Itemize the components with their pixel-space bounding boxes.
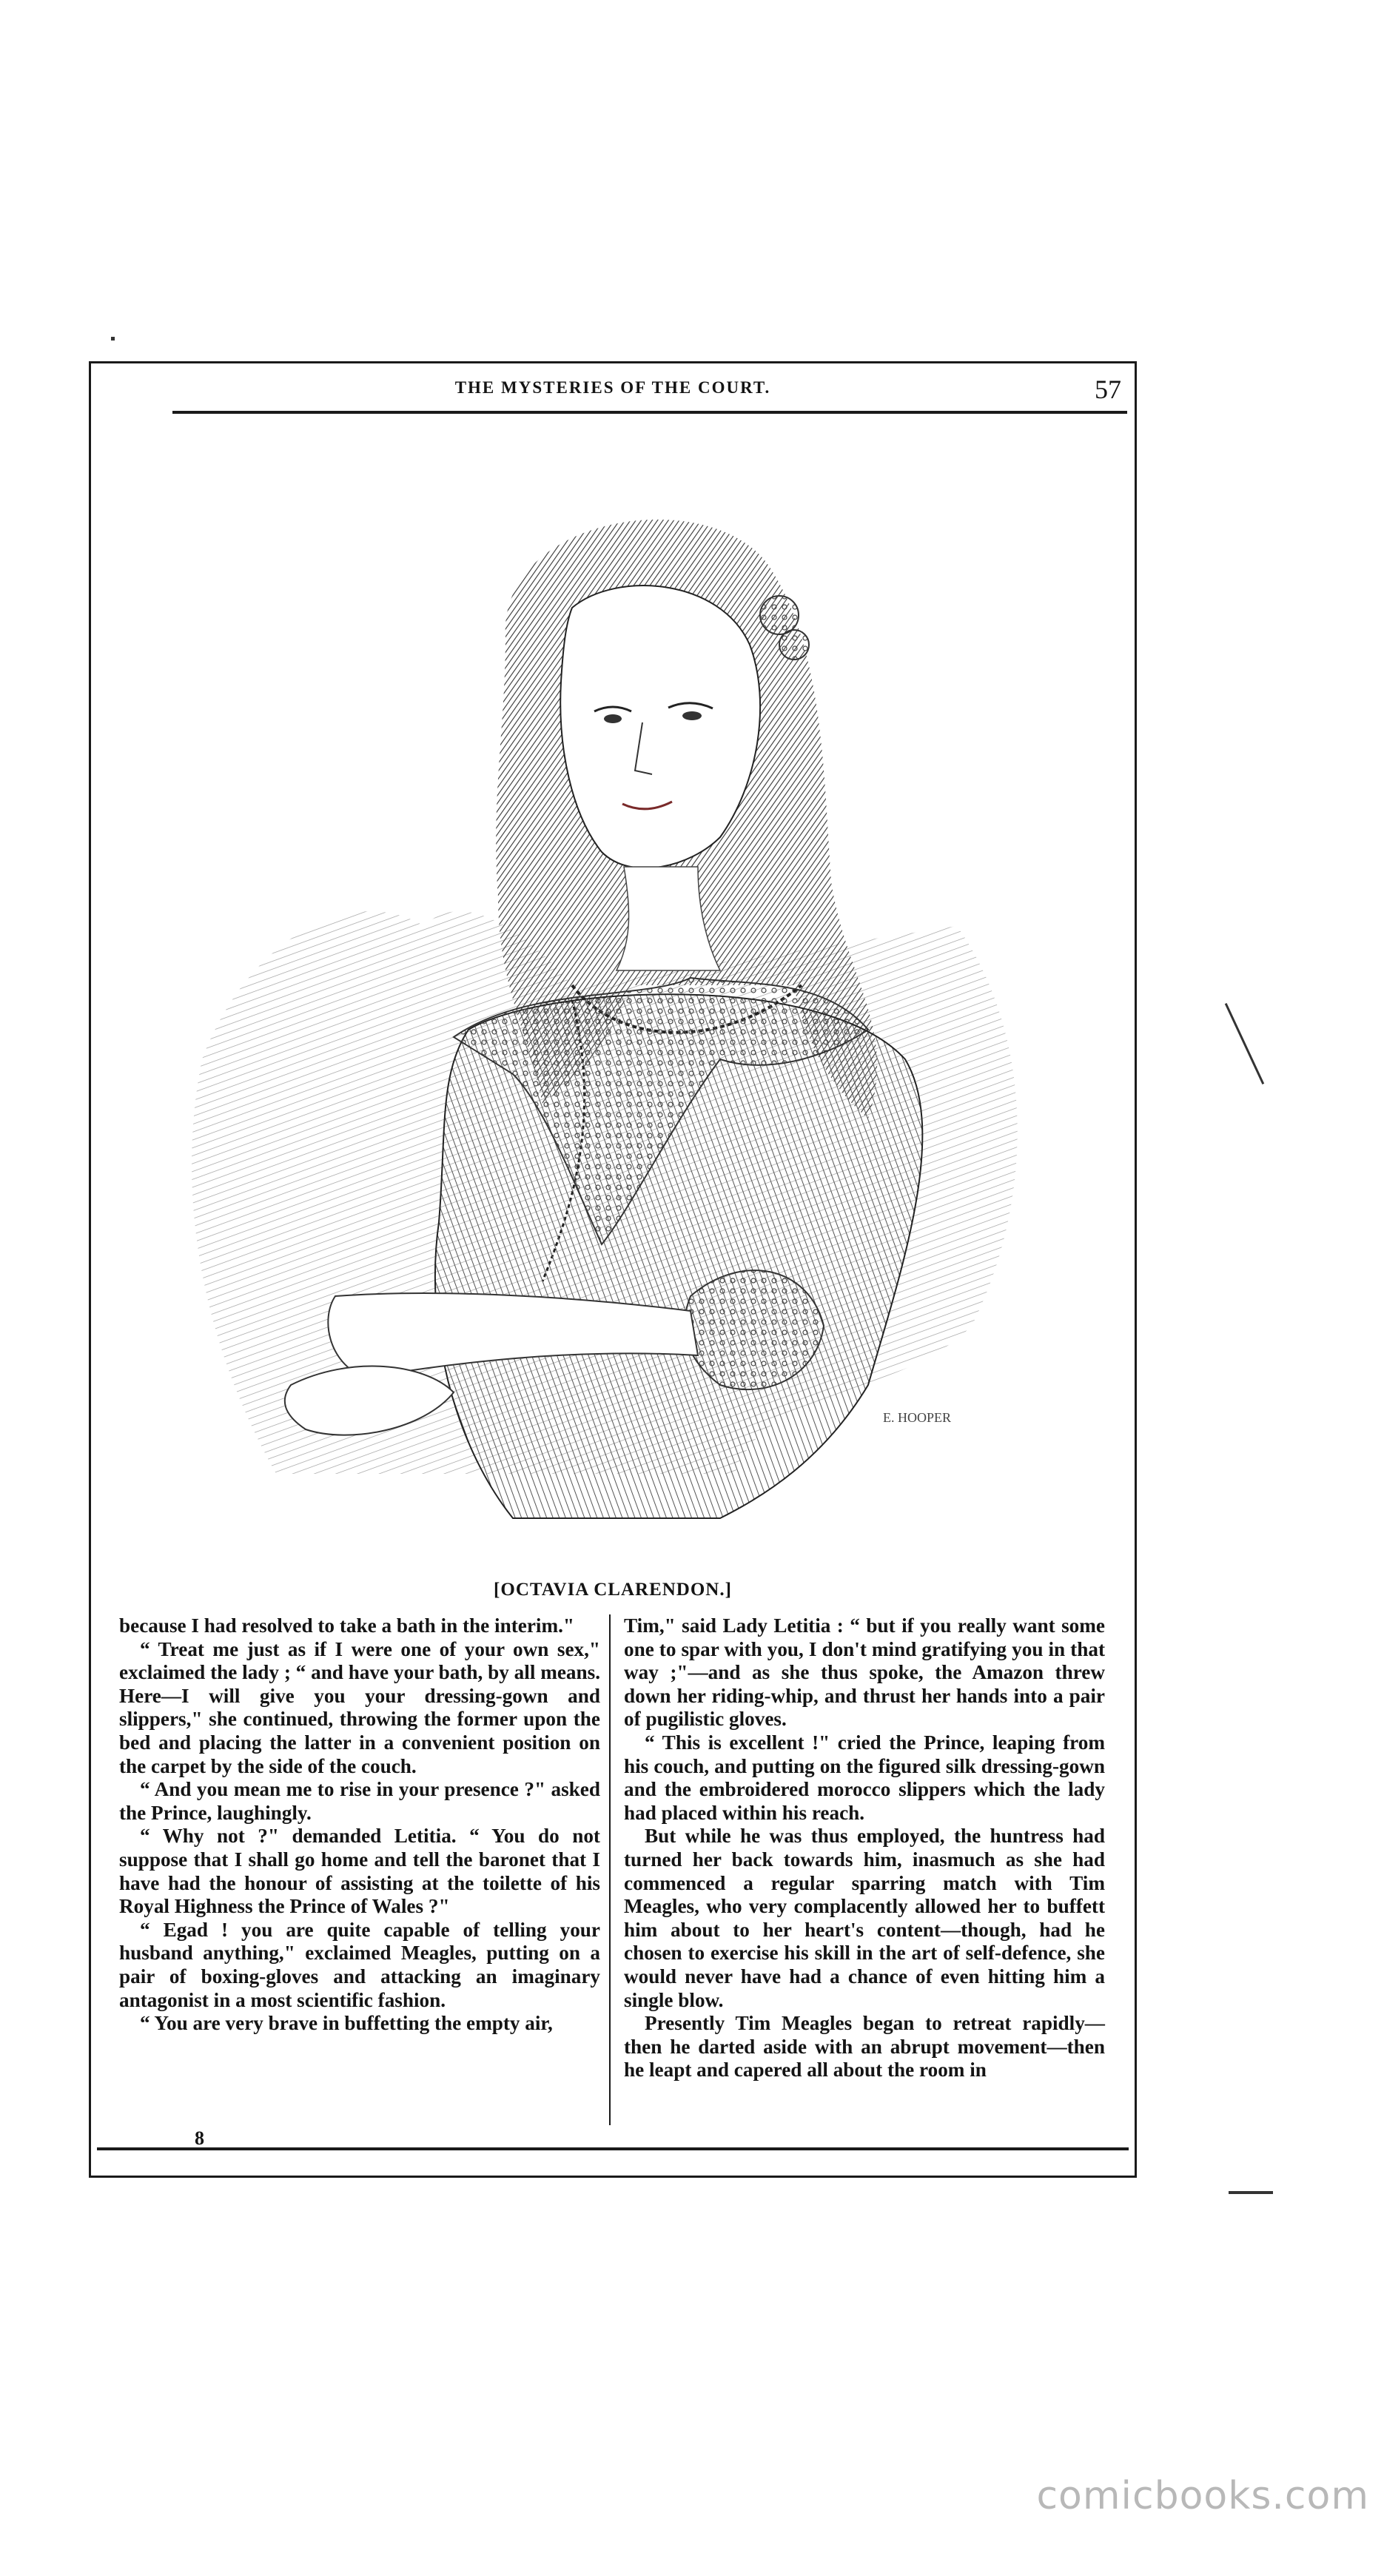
page-frame: [89, 361, 1137, 2178]
text-column-left: [119, 1614, 600, 2036]
paragraph: “ Why not ?" demanded Letitia. “ You do not suppose that I shall go home and tell the baronet that I have had the honour of assisting at the toilette of his Royal Highness the Prince of Wales ?": [119, 1825, 600, 1918]
paragraph: Presently Tim Meagles began to retreat rapidly—then he darted aside with an abrupt movement—then he leapt and capered all about the room in: [624, 2012, 1105, 2082]
paragraph: Tim," said Lady Letitia : “ but if you really want some one to spar with you, I don't mind gratifying you in that way ;"—and as she thus spoke, the Amazon threw down her riding-whip, and thrust her hands into a pair of pugilistic gloves.: [624, 1614, 1105, 1731]
running-title: THE MYSTERIES OF THE COURT.: [454, 378, 771, 397]
paragraph: “ And you mean me to rise in your presence ?" asked the Prince, laughingly.: [119, 1778, 600, 1824]
paragraph: “ Egad ! you are quite capable of telling your husband anything," exclaimed Meagles, putting on a pair of boxing-gloves and attacking an imaginary antagonist in a most scientific fashion.: [119, 1918, 600, 2011]
illustration-caption: [OCTAVIA CLARENDON.]: [494, 1580, 732, 1600]
paragraph: But while he was thus employed, the huntress had turned her back towards him, inasmuch as she had commenced a regular sparring match with Tim Meagles, who very complacently allowed her to buffett him about to her heart's content—though, had he chosen to exercise his skill in the art of self-defence, she would never have had a chance of even hitting him a single blow.: [624, 1825, 1105, 2011]
page-number: 57: [1095, 375, 1121, 404]
running-header: [91, 375, 1135, 408]
paragraph: “ Treat me just as if I were one of your own sex," exclaimed the lady ; “ and have your bath, by all means. Here—I will give you your dressing-gown and slippers," she continued, throwing the former upon the bed and placing the latter in a convenient position on the carpet by the side of the couch.: [119, 1637, 600, 1777]
scan-speck: [1225, 1003, 1264, 1084]
watermark: comicbooks.com: [1036, 2474, 1369, 2518]
scan-speck: [111, 337, 115, 341]
paragraph: “ You are very brave in buffetting the empty air,: [140, 2012, 553, 2035]
column-divider: [609, 1614, 611, 2125]
portrait-engraving: [158, 467, 1068, 1533]
paragraph: because I had resolved to take a bath in the interim.": [119, 1614, 574, 1637]
header-rule: [172, 411, 1127, 414]
engraver-mark: E. HOOPER: [883, 1410, 952, 1425]
paragraph: “ This is excellent !" cried the Prince, leaping from his couch, and putting on the figured silk dressing-gown and the embroidered morocco slippers which the lady had placed within his reach.: [624, 1731, 1105, 1824]
scan-speck: [1229, 2191, 1273, 2194]
signature-mark: 8: [195, 2127, 204, 2149]
text-column-right: [624, 1614, 1105, 2082]
footer-rule: [97, 2147, 1129, 2150]
